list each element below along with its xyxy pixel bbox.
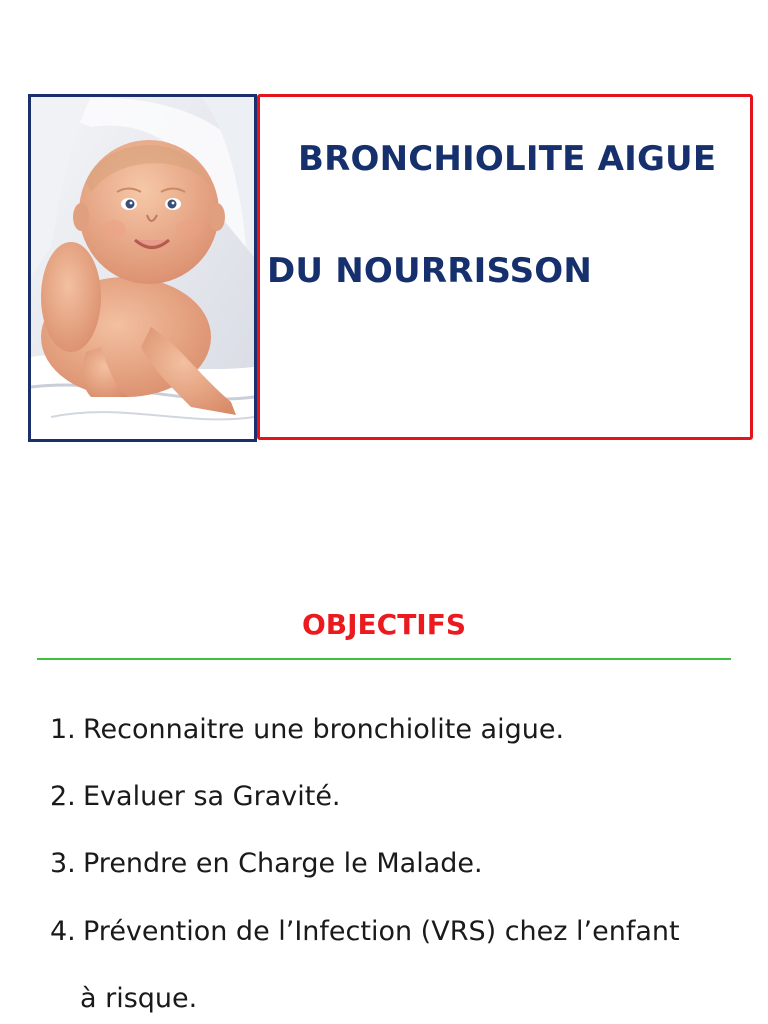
title-line-2: DU NOURRISSON [267,251,593,291]
list-item [50,916,680,947]
list-item-number: 2. [50,781,76,812]
list-item-text: Evaluer sa Gravité. [83,781,341,812]
list-item-text: Prévention de l’Infection (VRS) chez l’enfant [83,916,680,947]
list-item [50,781,341,812]
divider [37,658,731,660]
list-item-text: Prendre en Charge le Malade. [83,848,483,879]
list-item [50,848,483,879]
list-item-number: 1. [50,714,76,745]
title-box [257,94,753,440]
list-item-text: Reconnaitre une bronchiolite aigue. [83,714,565,745]
list-item-number: 3. [50,848,76,879]
list-item [50,714,564,745]
baby-photo [28,94,257,442]
objectives-heading: OBJECTIFS [301,608,467,641]
title-line-1: BRONCHIOLITE AIGUE [298,139,717,179]
list-item-continuation: à risque. [80,983,198,1014]
list-item-number: 4. [50,916,76,947]
